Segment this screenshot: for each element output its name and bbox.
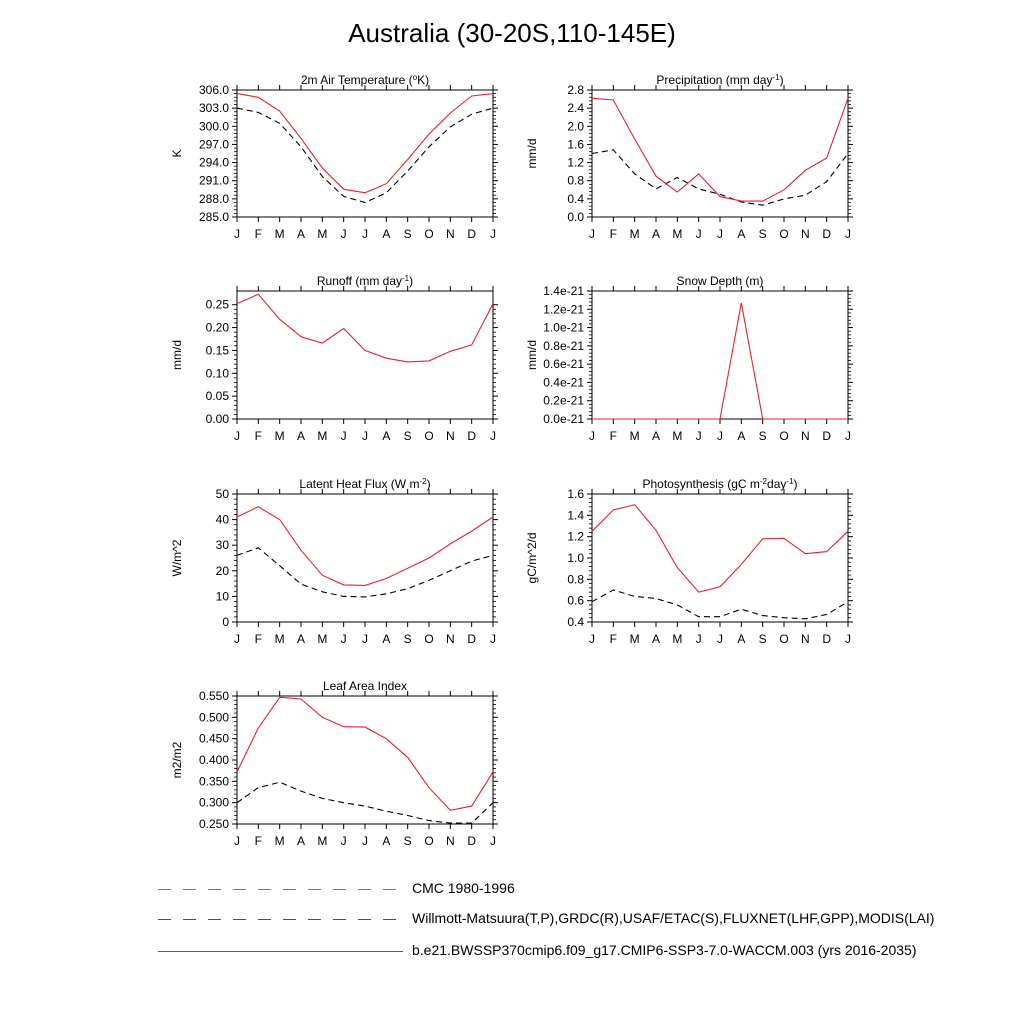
snow-depth-xtick-label: O bbox=[779, 429, 789, 443]
runoff-ytick-label: 0.25 bbox=[205, 297, 229, 312]
latent-heat-flux-ytick-label: 10 bbox=[215, 589, 229, 604]
photosynthesis-xtick-label: A bbox=[737, 632, 746, 646]
air-temperature-xtick-label: J bbox=[234, 227, 240, 241]
latent-heat-flux-xtick-label: F bbox=[254, 632, 263, 646]
leaf-area-index-ytick-label: 0.350 bbox=[198, 774, 229, 789]
snow-depth-xtick-label: J bbox=[845, 429, 851, 443]
legend-item-model bbox=[0, 942, 1024, 962]
leaf-area-index-xtick-label: J bbox=[340, 834, 347, 848]
leaf-area-index-title: Leaf Area Index bbox=[322, 679, 408, 693]
precipitation-xtick-label: A bbox=[737, 227, 746, 241]
precipitation-ytick-label: 2.0 bbox=[567, 119, 584, 134]
snow-depth-xtick-label: D bbox=[822, 429, 832, 443]
snow-depth-xtick-label: J bbox=[717, 429, 723, 443]
leaf-area-index-ytick-label: 0.400 bbox=[198, 753, 229, 767]
leaf-area-index-xtick-label: D bbox=[467, 834, 477, 848]
photosynthesis-xtick-label: M bbox=[672, 632, 683, 646]
runoff-xtick-label: J bbox=[340, 429, 347, 443]
legend-swatch-cmc bbox=[158, 889, 403, 890]
precipitation-ytick-label: 2.4 bbox=[567, 101, 584, 116]
latent-heat-flux-xtick-label: A bbox=[296, 632, 306, 646]
precipitation-panel bbox=[525, 73, 853, 242]
latent-heat-flux-panel bbox=[170, 477, 498, 647]
snow-depth-xtick-label: A bbox=[651, 429, 661, 443]
snow-depth-ylabel: mm/d bbox=[525, 340, 539, 370]
legend-item-observations bbox=[0, 910, 1024, 930]
snow-depth-title: Snow Depth (m) bbox=[676, 274, 764, 288]
runoff-xtick-label: J bbox=[234, 429, 240, 443]
air-temperature-ytick-label: 306.0 bbox=[198, 83, 229, 97]
latent-heat-flux-xtick-label: S bbox=[403, 632, 412, 646]
photosynthesis-series-model-line bbox=[592, 505, 848, 592]
latent-heat-flux-xtick-label: M bbox=[274, 632, 285, 646]
runoff-panel bbox=[170, 274, 498, 444]
precipitation-xtick-label: M bbox=[672, 227, 683, 241]
leaf-area-index-ytick-label: 0.300 bbox=[198, 795, 229, 810]
photosynthesis-xtick-label: N bbox=[800, 632, 810, 646]
snow-depth-xtick-label: S bbox=[758, 429, 767, 443]
photosynthesis-xtick-label: S bbox=[758, 632, 767, 646]
precipitation-xtick-label: J bbox=[717, 227, 723, 241]
precipitation-xtick-label: F bbox=[609, 227, 618, 241]
leaf-area-index-xtick-label: F bbox=[254, 834, 263, 848]
air-temperature-xtick-label: D bbox=[467, 227, 477, 241]
legend-swatch-observations bbox=[158, 919, 403, 920]
leaf-area-index-series-model-line bbox=[237, 697, 493, 810]
air-temperature-xtick-label: O bbox=[424, 227, 434, 241]
precipitation-xtick-label: S bbox=[758, 227, 767, 241]
snow-depth-xtick-label: J bbox=[589, 429, 595, 443]
latent-heat-flux-xtick-label: M bbox=[317, 632, 328, 646]
snow-depth-ytick-label: 1.0e-21 bbox=[543, 320, 584, 335]
leaf-area-index-xtick-label: M bbox=[317, 834, 328, 848]
air-temperature-ytick-label: 300.0 bbox=[198, 119, 229, 134]
leaf-area-index-ytick-label: 0.500 bbox=[198, 710, 229, 725]
precipitation-ytick-label: 0.8 bbox=[567, 173, 584, 188]
runoff-ytick-label: 0.15 bbox=[205, 343, 229, 358]
runoff-xtick-label: J bbox=[490, 429, 496, 443]
precipitation-xtick-label: O bbox=[779, 227, 789, 241]
leaf-area-index-ytick-label: 0.450 bbox=[198, 731, 229, 746]
precipitation-ytick-label: 1.2 bbox=[567, 155, 584, 170]
leaf-area-index-plot-frame bbox=[237, 696, 493, 824]
runoff-ytick-label: 0.00 bbox=[205, 412, 229, 426]
air-temperature-xtick-label: J bbox=[362, 227, 368, 241]
leaf-area-index-xtick-label: A bbox=[296, 834, 306, 848]
legend-swatch-model bbox=[158, 951, 403, 952]
photosynthesis-ytick-label: 1.2 bbox=[567, 529, 584, 544]
latent-heat-flux-ytick-label: 30 bbox=[215, 538, 229, 553]
snow-depth-xtick-label: J bbox=[695, 429, 702, 443]
precipitation-xtick-label: M bbox=[629, 227, 640, 241]
snow-depth-ytick-label: 0.6e-21 bbox=[543, 357, 584, 372]
precipitation-ylabel: mm/d bbox=[525, 138, 539, 169]
snow-depth-panel bbox=[525, 274, 853, 443]
runoff-ytick-label: 0.05 bbox=[205, 389, 229, 404]
photosynthesis-xtick-label: A bbox=[651, 632, 661, 646]
latent-heat-flux-plot-frame bbox=[237, 494, 493, 622]
snow-depth-ytick-label: 0.0e-21 bbox=[543, 412, 584, 426]
air-temperature-xtick-label: A bbox=[296, 227, 306, 241]
precipitation-xtick-label: J bbox=[695, 227, 702, 241]
air-temperature-xtick-label: N bbox=[445, 227, 455, 241]
latent-heat-flux-xtick-label: N bbox=[445, 632, 455, 646]
snow-depth-series-model-line bbox=[592, 303, 848, 419]
leaf-area-index-xtick-label: M bbox=[274, 834, 285, 848]
latent-heat-flux-title: Latent Heat Flux (W $m^{-2}$) bbox=[299, 476, 431, 491]
latent-heat-flux-series-obs-line bbox=[237, 548, 493, 597]
photosynthesis-ytick-label: 1.6 bbox=[567, 487, 584, 501]
latent-heat-flux-xtick-label: O bbox=[424, 632, 434, 646]
photosynthesis-xtick-label: D bbox=[822, 632, 832, 646]
legend-label-observations: Willmott-Matsuura(T,P),GRDC(R),USAF/ETAC(S),FLUXNET(LHF,GPP),MODIS(LAI) bbox=[412, 910, 935, 926]
air-temperature-ytick-label: 297.0 bbox=[198, 137, 229, 152]
legend-label-cmc: CMC 1980-1996 bbox=[412, 880, 515, 896]
snow-depth-xtick-label: M bbox=[629, 429, 640, 443]
photosynthesis-series-obs-line bbox=[592, 590, 848, 619]
photosynthesis-title: Photosynthesis (gC $m^{-2}day^{-1}$) bbox=[642, 476, 798, 491]
latent-heat-flux-ytick-label: 0 bbox=[222, 615, 229, 629]
snow-depth-ytick-label: 0.8e-21 bbox=[543, 338, 584, 353]
runoff-xtick-label: D bbox=[467, 429, 477, 443]
photosynthesis-ylabel: gC/m^2/d bbox=[525, 532, 539, 584]
air-temperature-xtick-label: J bbox=[340, 227, 347, 241]
runoff-xtick-label: A bbox=[382, 429, 391, 443]
legend-item-cmc bbox=[0, 880, 1024, 900]
runoff-xtick-label: M bbox=[317, 429, 328, 443]
precipitation-xtick-label: J bbox=[845, 227, 851, 241]
air-temperature-ytick-label: 285.0 bbox=[198, 210, 229, 224]
photosynthesis-xtick-label: J bbox=[695, 632, 702, 646]
latent-heat-flux-ytick-label: 50 bbox=[215, 487, 229, 501]
runoff-title: Runoff (mm day$^{-1}$) bbox=[316, 273, 414, 288]
leaf-area-index-xtick-label: J bbox=[362, 834, 368, 848]
air-temperature-xtick-label: M bbox=[274, 227, 285, 241]
latent-heat-flux-xtick-label: J bbox=[340, 632, 347, 646]
legend-label-model: b.e21.BWSSP370cmip6.f09_g17.CMIP6-SSP3-7.0-WACCM.003 (yrs 2016-2035) bbox=[412, 942, 917, 958]
photosynthesis-xtick-label: J bbox=[845, 632, 851, 646]
runoff-xtick-label: A bbox=[296, 429, 306, 443]
photosynthesis-ytick-label: 0.8 bbox=[567, 572, 584, 587]
page-title: Australia (30-20S,110-145E) bbox=[348, 18, 676, 48]
leaf-area-index-xtick-label: S bbox=[403, 834, 412, 848]
air-temperature-ytick-label: 291.0 bbox=[198, 173, 229, 188]
leaf-area-index-xtick-label: O bbox=[424, 834, 434, 848]
photosynthesis-xtick-label: O bbox=[779, 632, 789, 646]
snow-depth-plot-frame bbox=[592, 291, 848, 419]
runoff-xtick-label: S bbox=[403, 429, 412, 443]
photosynthesis-ytick-label: 1.4 bbox=[567, 508, 584, 523]
runoff-xtick-label: J bbox=[362, 429, 368, 443]
air-temperature-ytick-label: 303.0 bbox=[198, 101, 229, 116]
snow-depth-ytick-label: 1.4e-21 bbox=[543, 284, 584, 298]
latent-heat-flux-series-model-line bbox=[237, 507, 493, 586]
runoff-xtick-label: N bbox=[445, 429, 455, 443]
runoff-xtick-label: F bbox=[254, 429, 263, 443]
runoff-ytick-label: 0.20 bbox=[205, 320, 229, 335]
precipitation-xtick-label: D bbox=[822, 227, 832, 241]
air-temperature-xtick-label: M bbox=[317, 227, 328, 241]
leaf-area-index-xtick-label: N bbox=[445, 834, 455, 848]
photosynthesis-ytick-label: 1.0 bbox=[567, 551, 584, 565]
latent-heat-flux-ylabel: W/m^2 bbox=[170, 539, 184, 577]
air-temperature-ylabel: K bbox=[170, 149, 184, 158]
precipitation-ytick-label: 1.6 bbox=[567, 137, 584, 152]
leaf-area-index-ylabel: m2/m2 bbox=[170, 741, 184, 779]
snow-depth-xtick-label: N bbox=[800, 429, 810, 443]
photosynthesis-xtick-label: F bbox=[609, 632, 618, 646]
leaf-area-index-xtick-label: A bbox=[382, 834, 391, 848]
air-temperature-xtick-label: A bbox=[382, 227, 391, 241]
snow-depth-xtick-label: F bbox=[609, 429, 618, 443]
legend bbox=[0, 870, 1024, 980]
latent-heat-flux-ytick-label: 20 bbox=[215, 563, 229, 578]
air-temperature-series-obs-line bbox=[237, 108, 493, 202]
runoff-ylabel: mm/d bbox=[170, 340, 184, 370]
snow-depth-ytick-label: 0.4e-21 bbox=[543, 375, 584, 390]
air-temperature-xtick-label: F bbox=[254, 227, 263, 241]
air-temperature-title: 2m Air Temperature ($^o$K) bbox=[300, 72, 430, 87]
runoff-plot-frame bbox=[237, 291, 493, 419]
photosynthesis-ytick-label: 0.6 bbox=[567, 593, 584, 608]
precipitation-ytick-label: 2.8 bbox=[567, 83, 584, 97]
snow-depth-xtick-label: A bbox=[737, 429, 746, 443]
precipitation-xtick-label: A bbox=[651, 227, 661, 241]
snow-depth-xtick-label: M bbox=[672, 429, 683, 443]
precipitation-ytick-label: 0.0 bbox=[567, 210, 584, 224]
photosynthesis-xtick-label: J bbox=[589, 632, 595, 646]
latent-heat-flux-xtick-label: J bbox=[362, 632, 368, 646]
runoff-xtick-label: O bbox=[424, 429, 434, 443]
air-temperature-series-model-line bbox=[237, 94, 493, 193]
air-temperature-xtick-label: J bbox=[490, 227, 496, 241]
precipitation-series-model-line bbox=[592, 98, 848, 201]
photosynthesis-ytick-label: 0.4 bbox=[567, 615, 584, 629]
precipitation-xtick-label: N bbox=[800, 227, 810, 241]
latent-heat-flux-xtick-label: J bbox=[490, 632, 496, 646]
leaf-area-index-xtick-label: J bbox=[234, 834, 240, 848]
runoff-xtick-label: M bbox=[274, 429, 285, 443]
snow-depth-ytick-label: 0.2e-21 bbox=[543, 393, 584, 408]
air-temperature-ytick-label: 288.0 bbox=[198, 191, 229, 206]
air-temperature-ytick-label: 294.0 bbox=[198, 155, 229, 170]
air-temperature-panel bbox=[170, 73, 498, 242]
precipitation-plot-frame bbox=[592, 90, 848, 217]
latent-heat-flux-xtick-label: A bbox=[382, 632, 391, 646]
leaf-area-index-ytick-label: 0.550 bbox=[198, 689, 229, 703]
runoff-ytick-label: 0.10 bbox=[205, 366, 229, 381]
latent-heat-flux-xtick-label: D bbox=[467, 632, 477, 646]
precipitation-ytick-label: 0.4 bbox=[567, 191, 584, 206]
latent-heat-flux-xtick-label: J bbox=[234, 632, 240, 646]
photosynthesis-plot-frame bbox=[592, 494, 848, 622]
photosynthesis-xtick-label: J bbox=[717, 632, 723, 646]
runoff-series-model-line bbox=[237, 294, 493, 362]
leaf-area-index-xtick-label: J bbox=[490, 834, 496, 848]
precipitation-title: Precipitation (mm day$^{-1}$) bbox=[656, 72, 784, 87]
air-temperature-xtick-label: S bbox=[403, 227, 412, 241]
leaf-area-index-panel bbox=[170, 679, 498, 848]
photosynthesis-xtick-label: M bbox=[629, 632, 640, 646]
latent-heat-flux-ytick-label: 40 bbox=[215, 512, 229, 527]
leaf-area-index-ytick-label: 0.250 bbox=[198, 817, 229, 831]
photosynthesis-panel bbox=[525, 477, 853, 647]
leaf-area-index-series-obs-line bbox=[237, 782, 493, 823]
precipitation-xtick-label: J bbox=[589, 227, 595, 241]
snow-depth-ytick-label: 1.2e-21 bbox=[543, 302, 584, 317]
